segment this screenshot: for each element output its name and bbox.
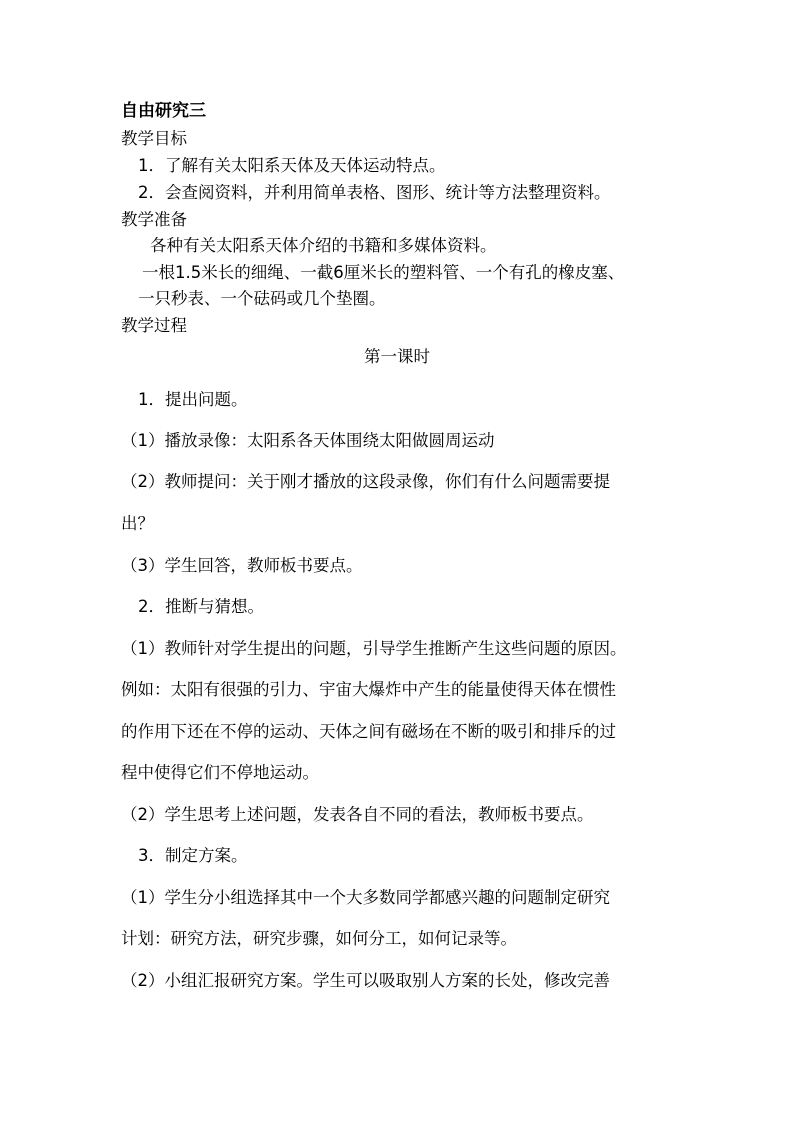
body-paragraph: 的作用下还在不停的运动、天体之间有磁场在不断的吸引和排斥的过 (121, 722, 616, 741)
body-paragraph: （1）播放录像：太阳系各天体围绕太阳做圆周运动 (121, 431, 495, 450)
prep-heading: 教学准备 (121, 210, 187, 229)
goals-heading: 教学目标 (121, 129, 187, 148)
body-paragraph: （2）小组汇报研究方案。学生可以吸取别人方案的长处，修改完善 (121, 971, 610, 990)
body-paragraph: 出？ (121, 514, 154, 533)
body-paragraph: 3．制定方案。 (138, 846, 248, 865)
body-paragraph: （3）学生回答，教师板书要点。 (121, 556, 363, 575)
body-paragraph: 2．推断与猜想。 (138, 597, 264, 616)
body-paragraph: （2）教师提问：关于刚才播放的这段录像，你们有什么问题需要提 (121, 472, 610, 491)
prep-item: 一根1.5米长的细绳、一截6厘米长的塑料管、一个有孔的橡皮塞、 (142, 263, 625, 282)
body-paragraph: （1）学生分小组选择其中一个大多数同学都感兴趣的问题制定研究 (121, 888, 610, 907)
goal-item: 2．会查阅资料，并利用简单表格、图形、统计等方法整理资料。 (138, 183, 611, 202)
body-paragraph: （2）学生思考上述问题，发表各自不同的看法，教师板书要点。 (121, 805, 594, 824)
body-paragraph: 程中使得它们不停地运动。 (121, 763, 319, 782)
prep-item: 一只秒表、一个砝码或几个垫圈。 (138, 289, 386, 308)
body-paragraph: 1．提出问题。 (138, 390, 248, 409)
body-paragraph: （1）教师针对学生提出的问题，引导学生推断产生这些问题的原因。 (121, 639, 627, 658)
prep-item: 各种有关太阳系天体介绍的书籍和多媒体资料。 (150, 236, 497, 255)
body-paragraph: 例如：太阳有很强的引力、宇宙大爆炸中产生的能量使得天体在惯性 (121, 680, 616, 699)
goal-item: 1．了解有关太阳系天体及天体运动特点。 (138, 156, 446, 175)
document-title: 自由研究三 (121, 101, 206, 121)
body-paragraph: 计划：研究方法，研究步骤，如何分工，如何记录等。 (121, 929, 517, 948)
lesson-title: 第一课时 (364, 347, 430, 366)
process-heading: 教学过程 (121, 316, 187, 335)
